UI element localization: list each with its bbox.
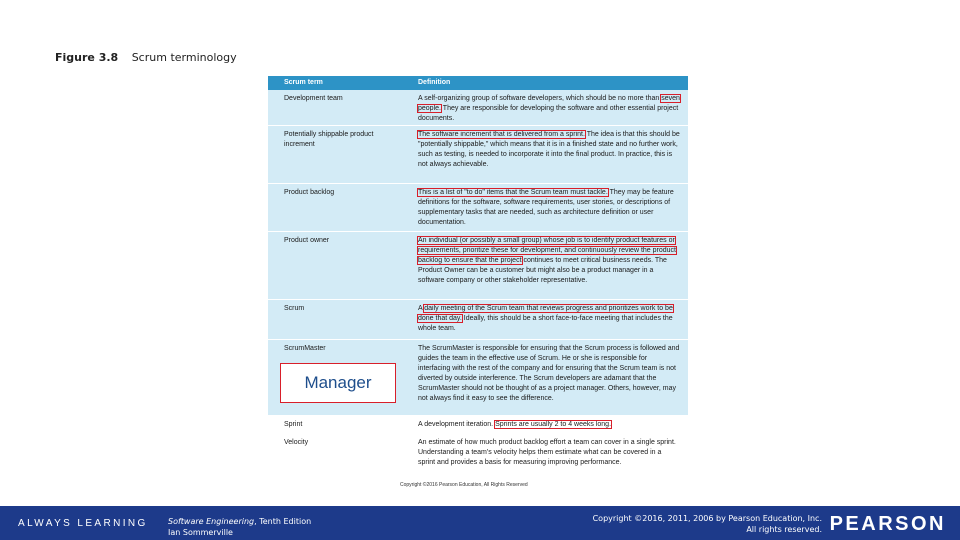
- footer-tagline: ALWAYS LEARNING: [18, 518, 148, 529]
- footer-bar: [0, 506, 960, 540]
- table-row: [268, 300, 688, 340]
- table-row: [268, 232, 688, 300]
- pearson-logo: PEARSON: [829, 513, 946, 535]
- book-info: [168, 516, 311, 538]
- manager-annotation: Manager: [280, 363, 396, 403]
- definition-cell: A development iteration. Sprints are usually 2 to 4 weeks long.: [418, 421, 612, 428]
- table-row: [268, 90, 688, 126]
- table-row: [268, 416, 688, 434]
- book-title: Software Engineering: [168, 517, 255, 526]
- figure-caption: [55, 51, 237, 64]
- table-copyright: Copyright ©2016 Pearson Education, All Rights Reserved: [400, 482, 528, 488]
- term-cell: Scrum: [284, 305, 305, 312]
- footer-copyright: Copyright ©2016, 2011, 2006 by Pearson Education, Inc. All rights reserved.: [592, 514, 822, 534]
- figure-title: Scrum terminology: [131, 51, 237, 64]
- definition-cell: A self-organizing group of software developers, which should be no more than seven people. They are responsible for developing the software and other essential project documents.: [418, 95, 680, 122]
- highlighted-phrase: This is a list of "to do" items that the Scrum team must tackle.: [418, 189, 608, 196]
- definition-cell: The ScrumMaster is responsible for ensuring that the Scrum process is followed and guides the team in the effective use of Scrum. He or she is responsible for interfacing with the rest of the company and for ensuring that the Scrum team is not diverted by outside interference. The Scrum developers are adamant that the ScrumMaster should not be thought of as a project manager. Others, however, may not always find it easy to see the difference.: [418, 345, 680, 402]
- highlighted-phrase: daily meeting of the Scrum team that reviews progress and prioritizes work to be done that day.: [418, 305, 673, 322]
- definition-cell: The software increment that is delivered from a sprint. The idea is that this should be "potentially shippable," which means that it is in a finished state and no further work, such as testing, is needed to incorporate it into the final product. In practice, this is not always achievable.: [418, 131, 680, 168]
- book-author: Ian Sommerville: [168, 528, 233, 537]
- term-cell: ScrumMaster: [284, 345, 326, 352]
- table-row: [268, 184, 688, 232]
- definition-cell: An estimate of how much product backlog effort a team can cover in a single sprint. Understanding a team's velocity helps them estimate what can be covered in a sprint and provides a basis for measuring improving performance.: [418, 439, 676, 466]
- term-cell: Potentially shippable product increment: [284, 131, 374, 148]
- table-header: [268, 76, 688, 90]
- highlighted-phrase: The software increment that is delivered from a sprint.: [418, 131, 585, 138]
- highlighted-phrase: Sprints are usually 2 to 4 weeks long.: [495, 421, 612, 428]
- term-cell: Product backlog: [284, 189, 335, 196]
- term-cell: Product owner: [284, 237, 330, 244]
- figure-label: Figure 3.8: [55, 51, 119, 64]
- definition-cell: An individual (or possibly a small group) whose job is to identify product features or requirements, prioritize these for development, and continuously review the product backlog to ensure that the project continues to meet critical business needs. The Product Owner can be a customer but might also be a product manager in a software company or other stakeholder representative.: [418, 237, 676, 284]
- book-edition: , Tenth Edition: [254, 517, 312, 526]
- table-row: [268, 126, 688, 184]
- term-cell: Development team: [284, 95, 343, 102]
- term-cell: Velocity: [284, 439, 309, 446]
- header-term: Scrum term: [284, 79, 323, 86]
- header-definition: Definition: [418, 79, 451, 86]
- table-row: [268, 434, 688, 482]
- definition-cell: This is a list of "to do" items that the Scrum team must tackle. They may be feature definitions for the software, software requirements, user stories, or descriptions of supplementary tasks that are needed, such as architecture definition or user documentation.: [418, 189, 674, 226]
- definition-cell: A daily meeting of the Scrum team that reviews progress and prioritizes work to be done that day. Ideally, this should be a short face-to-face meeting that includes the whole team.: [418, 305, 673, 332]
- term-cell: Sprint: [284, 421, 303, 428]
- highlighted-phrase: seven people.: [418, 95, 680, 112]
- highlighted-phrase: An individual (or possibly a small group) whose job is to identify product features or requirements, prioritize these for development, and continuously review the product backlog to ensure that the project: [418, 237, 676, 264]
